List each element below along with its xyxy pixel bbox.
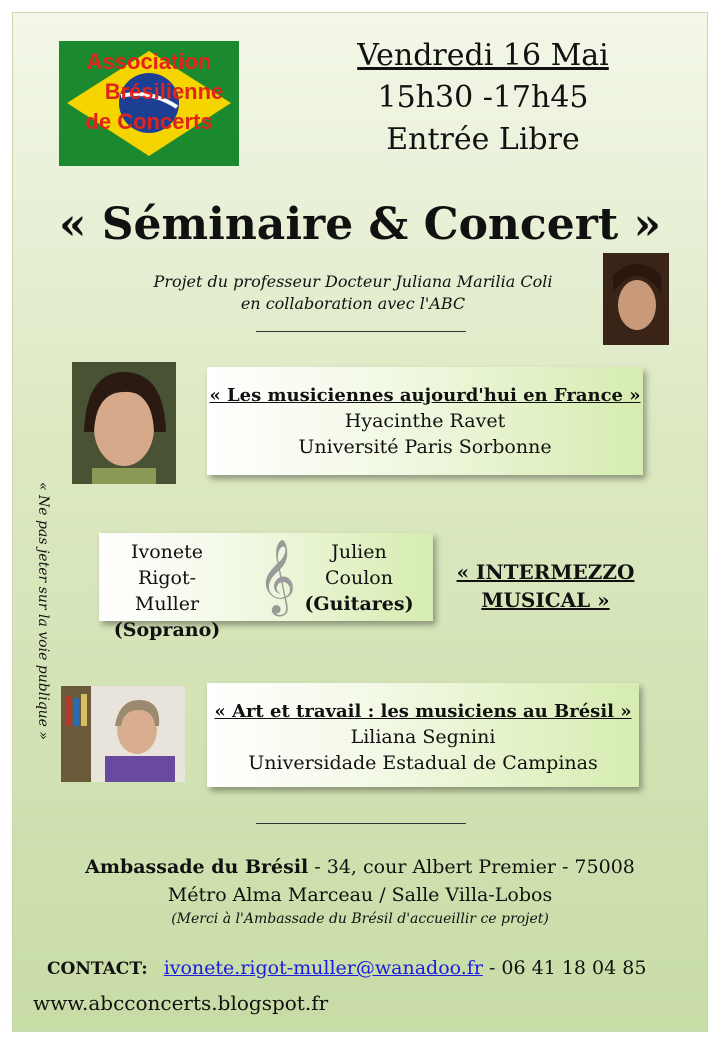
logo-line-2: Brésilienne (104, 79, 224, 104)
event-datetime (313, 35, 653, 161)
venue-metro: Métro Alma Marceau / Salle Villa-Lobos (167, 884, 553, 906)
venue-info (13, 853, 707, 929)
venue-name: Ambassade du Brésil (85, 856, 309, 878)
treble-clef-icon: 𝄞 (258, 540, 296, 614)
talk1-card (207, 367, 643, 475)
contact-line (47, 957, 646, 979)
divider-bottom (256, 823, 466, 824)
page-title: « Séminaire & Concert » (58, 199, 662, 250)
performer-right-line2: Coulon (325, 567, 393, 589)
project-line-2: en collaboration avec l'ABC (240, 294, 466, 313)
performer-left (107, 539, 227, 643)
divider-top (256, 331, 466, 332)
event-date: Vendredi 16 Mai (357, 38, 609, 73)
talk2-card (207, 683, 639, 787)
intermezzo-label (453, 558, 638, 614)
venue-address: - 34, cour Albert Premier - 75008 (308, 856, 635, 878)
speaker1-photo (72, 362, 176, 484)
venue-thanks: (Merci à l'Ambassade du Brésil d'accueillir ce projet) (171, 911, 549, 927)
contact-label: CONTACT: (47, 959, 148, 979)
talk1-title: « Les musiciennes aujourd'hui en France » (209, 385, 641, 406)
talk2-affiliation: Universidade Estadual de Campinas (248, 752, 598, 774)
project-subtitle (123, 271, 583, 315)
performer-right (299, 539, 419, 617)
contact-email-link[interactable]: ivonete.rigot-muller@wanadoo.fr (163, 957, 483, 979)
association-logo (59, 41, 239, 166)
intermezzo-line-1: « INTERMEZZO (456, 560, 635, 584)
website-url: www.abcconcerts.blogspot.fr (33, 991, 329, 1015)
intermezzo-line-2: MUSICAL » (481, 588, 610, 612)
performer-right-line1: Julien (331, 541, 387, 563)
performer-left-role: (Soprano) (113, 619, 221, 641)
performers-card (99, 533, 433, 641)
performer-left-line1: Ivonete (130, 541, 204, 563)
logo-line-3: de Concerts (85, 109, 213, 134)
event-time: 15h30 -17h45 (377, 80, 589, 115)
logo-line-1: Association (86, 49, 212, 74)
talk2-title: « Art et travail : les musiciens au Brésil » (214, 701, 632, 722)
performer-left-line2: Rigot-Muller (134, 567, 200, 615)
talk2-speaker: Liliana Segnini (350, 726, 496, 748)
professor-photo (603, 253, 669, 345)
project-line-1: Projet du professeur Docteur Juliana Marilia Coli (153, 272, 553, 291)
event-entry: Entrée Libre (386, 122, 580, 157)
speaker2-photo (61, 686, 185, 782)
contact-phone: - 06 41 18 04 85 (482, 957, 647, 979)
flyer-page (12, 12, 708, 1032)
performer-right-role: (Guitares) (304, 593, 414, 615)
side-note: « Ne pas jeter sur la voie publique » (35, 482, 51, 740)
talk1-speaker: Hyacinthe Ravet (344, 410, 506, 432)
talk1-affiliation: Université Paris Sorbonne (298, 436, 552, 458)
